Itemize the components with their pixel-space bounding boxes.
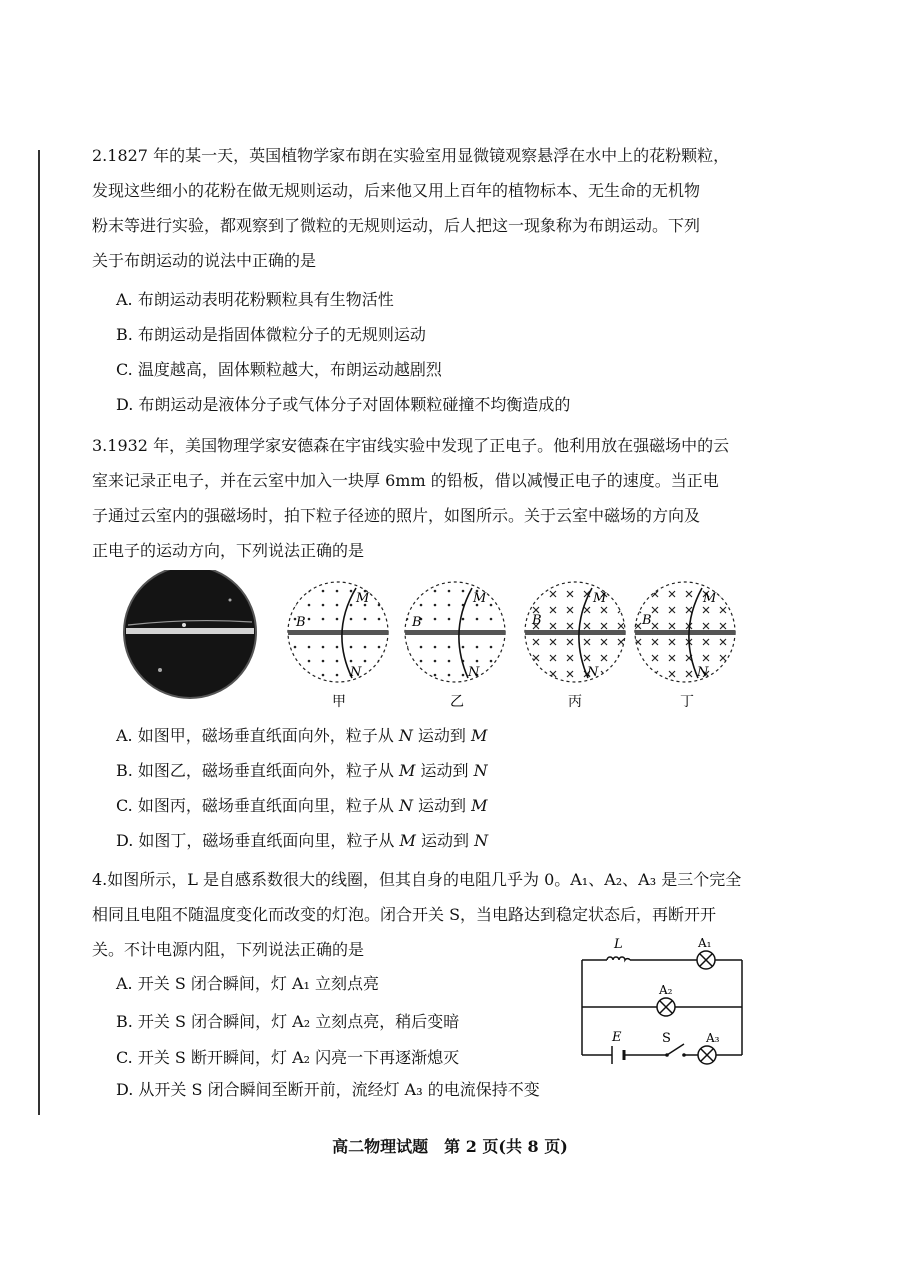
q2-option-b: B. 布朗运动是指固体微粒分子的无规则运动 [116,325,426,344]
option-text: 运动到 [415,761,474,780]
label-b: B [642,613,652,628]
stem-line: 室来记录正电子，并在云室中加入一块厚 6mm 的铅板，借以减慢正电子的速度。当正电 [92,471,719,490]
stem-line: 4.如图所示，L 是自感系数很大的线圈，但其自身的电阻几乎为 0。A₁、A₂、A₃ 是三个完全 [92,870,742,889]
option-text: A. 如图甲，磁场垂直纸面向外，粒子从 [116,726,399,745]
cloud-chamber-photo [124,570,256,698]
label-n: N [697,665,709,680]
label-m: M [593,591,607,606]
label-b: B [532,613,542,628]
point-from: N [398,726,413,745]
stem-line: 2.1827 年的某一天，英国植物学家布朗在实验室用显微镜观察悬浮在水中上的花粉颗粒， [92,146,730,165]
q4-option-b: B. 开关 S 闭合瞬间，灯 A₂ 立刻点亮，稍后变暗 [116,1012,460,1031]
option-text: B. 如图乙，磁场垂直纸面向外，粒子从 [116,761,400,780]
q2-option-a: A. 布朗运动表明花粉颗粒具有生物活性 [116,290,394,309]
option-text: D. 如图丁，磁场垂直纸面向里，粒子从 [116,831,400,850]
diagram-jia [288,582,388,710]
diagram-bing [525,582,625,710]
q4-option-d: D. 从开关 S 闭合瞬间至断开前，流经灯 A₃ 的电流保持不变 [116,1080,540,1099]
q4-option-c: C. 开关 S 断开瞬间，灯 A₂ 闪亮一下再逐渐熄灭 [116,1048,460,1067]
page-footer: 高二物理试题 第 2 页(共 8 页) [332,1137,568,1156]
diagram-ding [635,582,735,710]
q4-option-a: A. 开关 S 闭合瞬间，灯 A₁ 立刻点亮 [116,974,380,993]
label-lamp-a1: A₁ [698,936,712,950]
label-b: B [296,615,306,630]
label-m: M [703,591,717,606]
q3-option-c [116,794,488,818]
stem-line: 相同且电阻不随温度变化而改变的灯泡。闭合开关 S，当电路达到稳定状态后，再断开开 [92,905,717,924]
option-text: 运动到 [415,831,475,850]
point-from: N [398,796,413,815]
label-m: M [356,591,370,606]
label-inductor: L [614,937,623,952]
stem-line: 关于布朗运动的说法中正确的是 [92,251,317,270]
question-3-stem [92,428,764,568]
q2-option-d: D. 布朗运动是液体分子或气体分子对固体颗粒碰撞不均衡造成的 [116,395,571,414]
stem-line: 关。不计电源内阻，下列说法正确的是 [92,940,365,959]
q2-option-c: C. 温度越高，固体颗粒越大，布朗运动越剧烈 [116,360,442,379]
option-text: 运动到 [412,796,472,815]
label-battery-e: E [612,1030,622,1045]
stem-line: 粉末等进行实验，都观察到了微粒的无规则运动，后人把这一现象称为布朗运动。下列 [92,216,701,235]
q3-option-a [116,724,487,748]
stem-line: 3.1932 年，美国物理学家安德森在宇宙线实验中发现了正电子。他利用放在强磁场中的云 [92,436,730,455]
label-switch-s: S [662,1031,671,1046]
option-text: C. 如图丙，磁场垂直纸面向里，粒子从 [116,796,399,815]
label-lamp-a3: A₃ [706,1031,720,1045]
label-n: N [468,665,480,680]
point-to: N [474,831,489,850]
label-n: N [587,665,599,680]
question-2-stem [92,138,764,278]
cloud-chamber-figure [120,570,750,715]
stem-line: 正电子的运动方向，下列说法正确的是 [92,541,365,560]
figure-label-yi: 乙 [450,694,464,710]
figure-label-ding: 丁 [680,694,694,710]
point-from: M [399,831,416,850]
label-m: M [473,591,487,606]
stem-line: 子通过云室内的强磁场时，拍下粒子径迹的照片，如图所示。关于云室中磁场的方向及 [92,506,701,525]
point-from: M [399,761,416,780]
circuit-diagram [572,932,757,1072]
figure-label-bing: 丙 [568,694,582,710]
point-to: M [471,796,488,815]
point-to: M [471,726,488,745]
label-n: N [350,665,362,680]
figure-label-jia: 甲 [332,694,346,710]
label-lamp-a2: A₂ [659,983,673,997]
point-to: N [473,761,488,780]
diagram-yi [405,582,505,710]
stem-line: 发现这些细小的花粉在做无规则运动，后来他又用上百年的植物标本、无生命的无机物 [92,181,701,200]
q3-option-b [116,759,488,783]
label-b: B [412,615,422,630]
margin-rule [38,150,40,1115]
q3-option-d [116,829,488,853]
option-text: 运动到 [412,726,472,745]
